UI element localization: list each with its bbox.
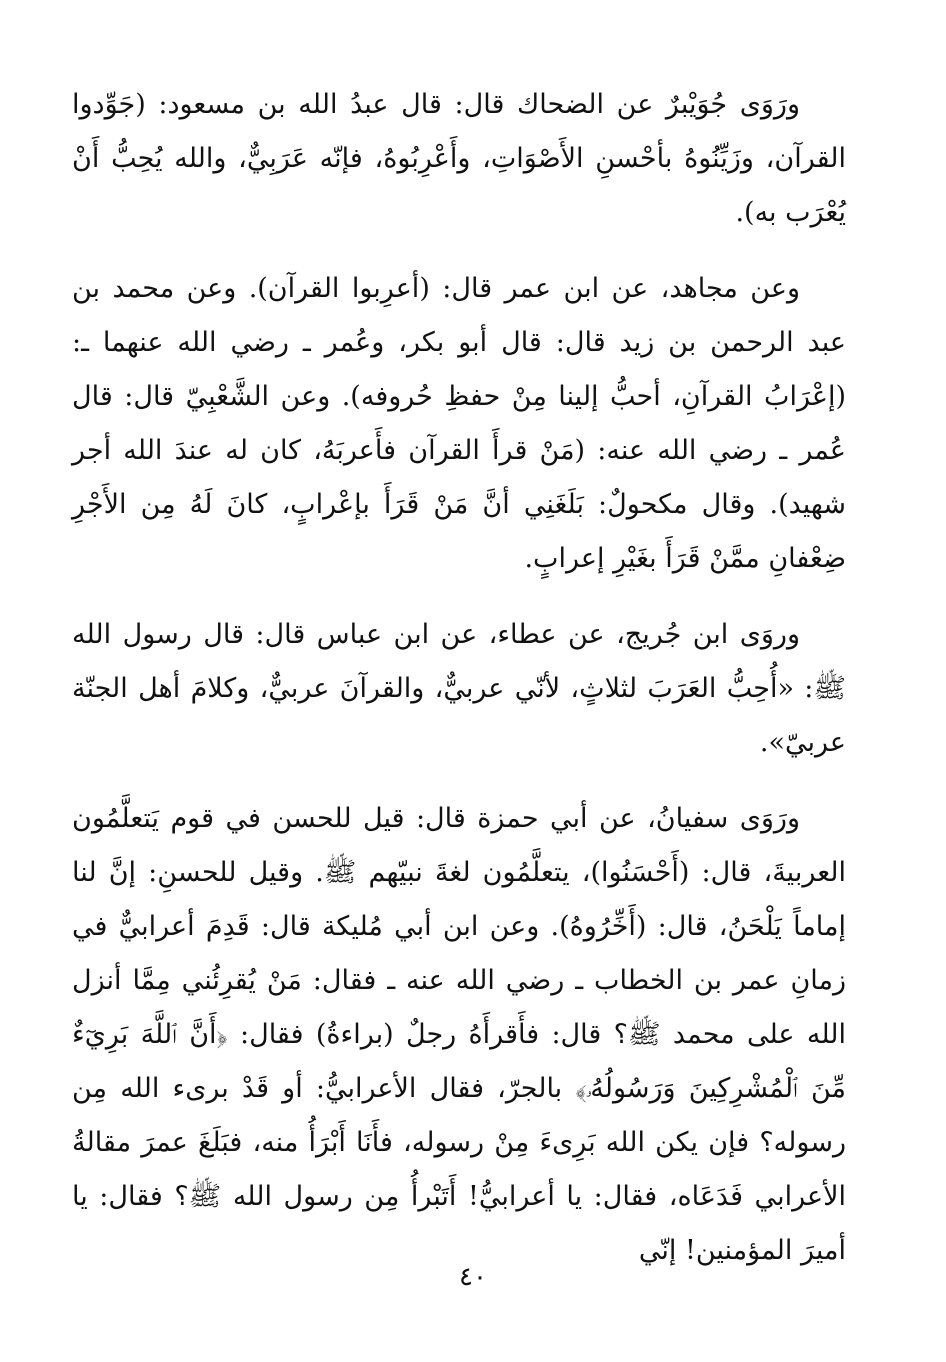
paragraph-1: ورَوَى جُوَيْبرٌ عن الضحاك قال: قال عبدُ الله بن مسعود: (جَوِّدوا القرآن، وزَيِّنُوهُ بأحْسنِ الأَصْوَاتِ، وأَعْرِبُوهُ، فإنّه عَرَبِيٌّ، والله يُحِبُّ أَنْ يُعْرَب به). [72, 89, 846, 228]
page-number: ٤٠ [459, 1262, 487, 1292]
body-text [72, 78, 846, 1278]
paragraph-4: ورَوَى سفيانُ، عن أبي حمزة قال: قيل للحسن في قوم يَتعلَّمُون العربيةَ، قال: (أَحْسَنُوا)، يتعلَّمُون لغةَ نبيّهم ﷺ. وقيل للحسنِ: إنَّ لنا إماماً يَلْحَنُ، قال: (أَخِّرُوهُ). وعن ابن أبي مُليكة قال: قَدِمَ أعرابيٌّ في زمانِ عمر بن الخطاب ـ رضي الله عنه ـ فقال: مَنْ يُقرِئُني مِمَّا أنزل الله على محمد ﷺ؟ قال: فأَقرأَهُ رجلٌ (براءةُ) فقال: ﴿أَنَّ ٱللَّهَ بَرِيٓءٌ مِّنَ ٱلْمُشْرِكِينَ وَرَسُولُهُۥ﴾ بالجرّ، فقال الأعرابيُّ: أو قَدْ برىء الله مِن رسوله؟ فإن يكن الله بَرِىءَ مِنْ رسوله، فأَنَا أَبْرَأُ منه، فبَلَغَ عمرَ مقالةُ الأعرابي فَدَعَاه، فقال: يا أعرابيُّ! أَتَبْرأُ مِن رسول الله ﷺ؟ فقال: يا أميرَ المؤمنين! إنّي [72, 803, 846, 1266]
paragraph-2: وعن مجاهد، عن ابن عمر قال: (أعرِبوا القرآن). وعن محمد بن عبد الرحمن بن زيد قال: قال أبو بكر، وعُمر ـ رضي الله عنهما ـ: (إعْرَابُ القرآنِ، أحبُّ إلينا مِنْ حفظِ حُروفه). وعن الشَّعْبِيّ قال: قال عُمر ـ رضي الله عنه: (مَنْ قرأَ القرآن فأَعربَهُ، كان له عندَ الله أجر شهيد). وقال مكحولٌ: بَلَغَنِي أنَّ مَنْ قَرَأَ بإعْرابٍ، كانَ لَهُ مِن الأَجْرِ ضِعْفانِ ممَّنْ قَرَأَ بغَيْرِ إعرابٍ. [72, 273, 846, 574]
paragraph-3: وروَى ابن جُريج، عن عطاء، عن ابن عباس قال: قال رسول الله ﷺ: «أُحِبُّ العَرَبَ لثلاثٍ، لأنّي عربيٌّ، والقرآنَ عربيٌّ، وكلامَ أهل الجنّة عربيّ». [72, 619, 846, 758]
